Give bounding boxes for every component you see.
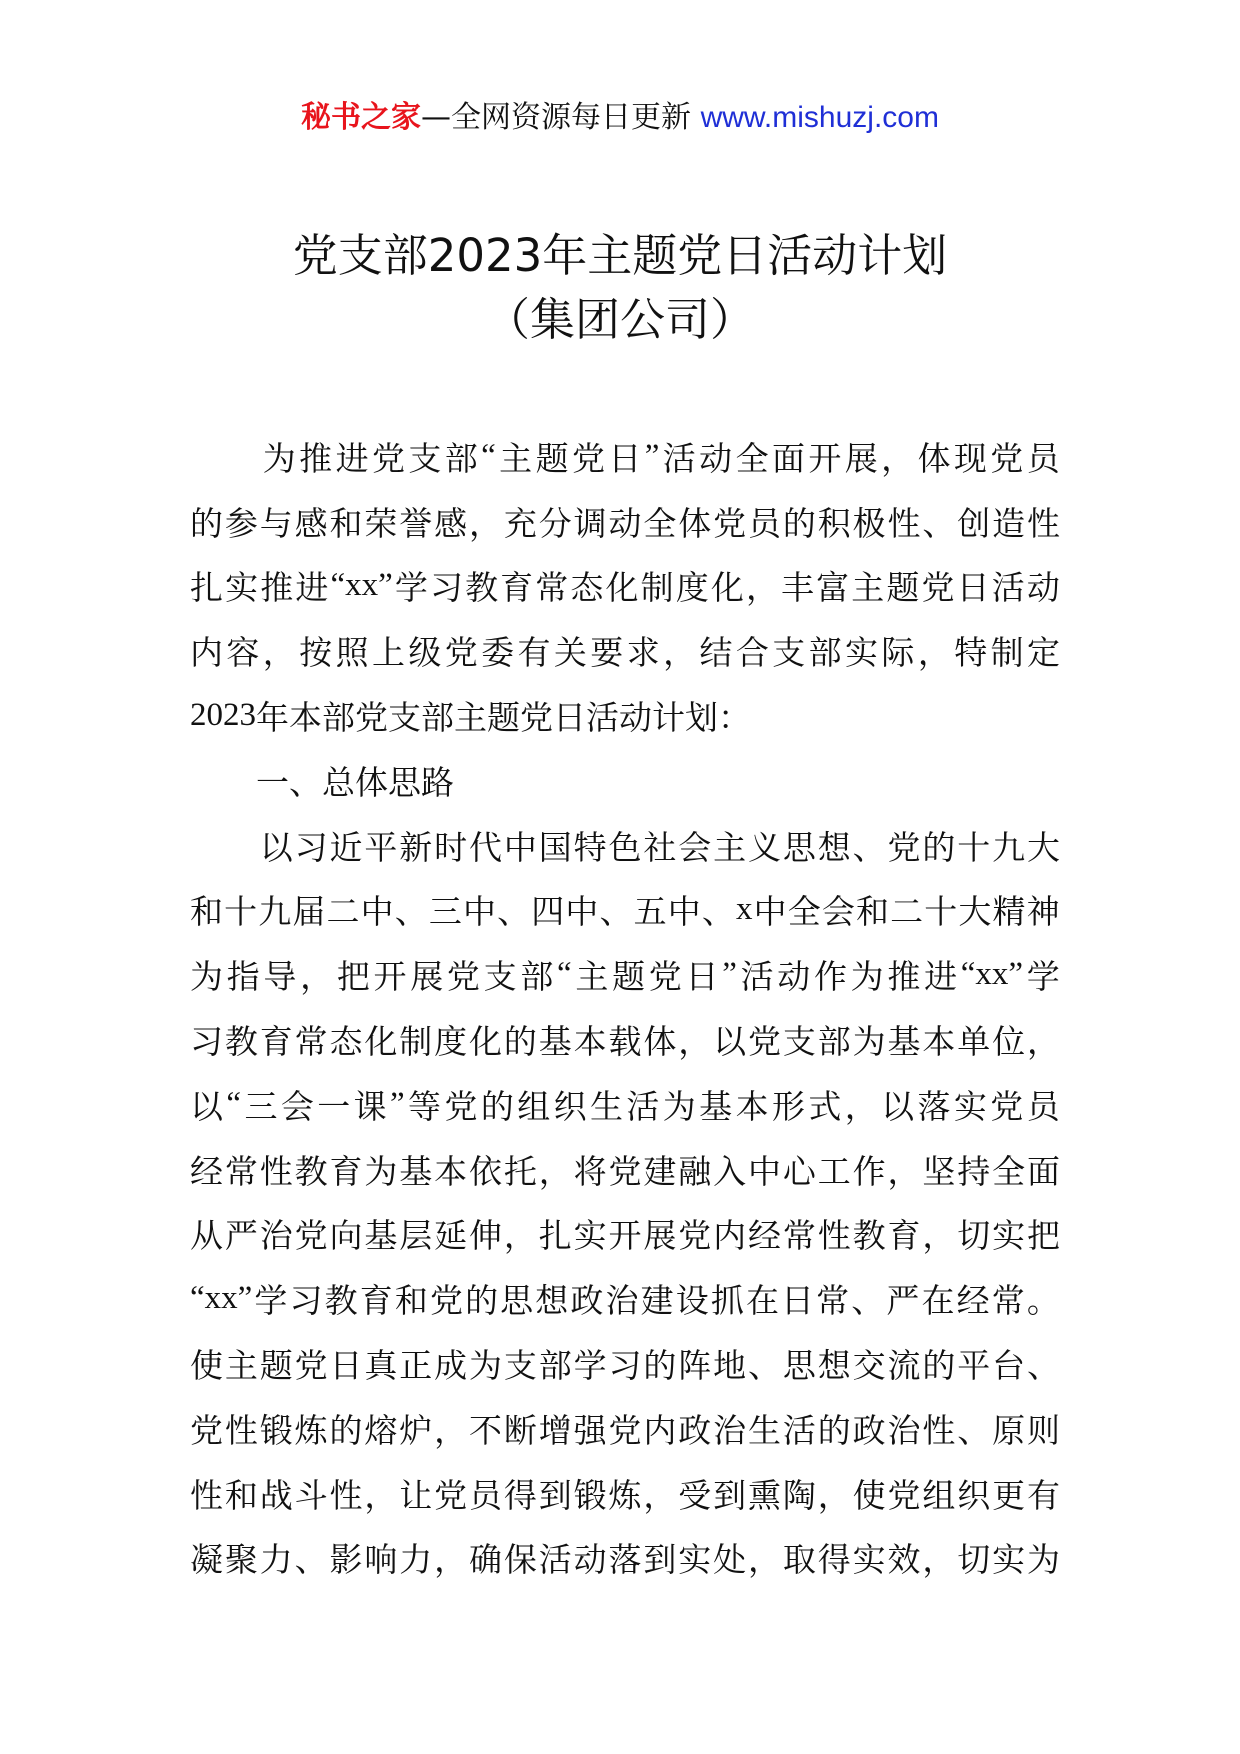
body-line: 凝 聚 力 、 影 响 力 ， 确 保 活 动 落 到 实 处 ， 取 得 实 效 ， 切 实 为 [190, 1540, 1060, 1580]
body-line: “xx” 学 习 教 育 和 党 的 思 想 政 治 建 设 抓 在 日 常 、 严 在 经 常 。 [190, 1280, 1060, 1321]
body-line: 为 指 导 ， 把 开 展 党 支 部 “ 主 题 党 日 ” 活 动 作 为 推 进 “xx” 学 [190, 956, 1060, 997]
body-line: 扎 实 推 进 “xx” 学 习 教 育 常 态 化 制 度 化 ， 丰 富 主 题 党 日 活 动 [190, 567, 1060, 608]
body-line: 性 和 战 斗 性 ， 让 党 员 得 到 锻 炼 ， 受 到 熏 陶 ， 使 党 组 织 更 有 [190, 1475, 1060, 1515]
website-link[interactable]: www.mishuzj.com [700, 101, 939, 134]
body-line: 以 习 近 平 新 时 代 中 国 特 色 社 会 主 义 思 想 、 党 的 十 九 大 [259, 827, 1060, 867]
body-line: 2023 年 本 部 党 支 部 主 题 党 日 活 动 计 划 ： [190, 697, 751, 738]
body-line: 党 性 锻 炼 的 熔 炉 ， 不 断 增 强 党 内 政 治 生 活 的 政 治 性 、 原 则 [190, 1410, 1060, 1450]
body-line: 使 主 题 党 日 真 正 成 为 支 部 学 习 的 阵 地 、 思 想 交 流 的 平 台 、 [190, 1346, 1060, 1386]
body-line: 和 十 九 届 二 中 、 三 中 、 四 中 、 五 中 、 x 中 全 会 和 二 十 大 精 神 [190, 891, 1060, 932]
body-line: 经 常 性 教 育 为 基 本 依 托 ， 将 党 建 融 入 中 心 工 作 ， 坚 持 全 面 [190, 1151, 1060, 1191]
body-line: 的 参 与 感 和 荣 誉 感 ， 充 分 调 动 全 体 党 员 的 积 极 性 、 创 造 性 [190, 503, 1060, 543]
body-line: 从 严 治 党 向 基 层 延 伸 ， 扎 实 开 展 党 内 经 常 性 教 育 ， 切 实 把 [190, 1216, 1060, 1256]
header-tagline: —全网资源每日更新 [421, 100, 692, 135]
body-line: 习 教 育 常 态 化 制 度 化 的 基 本 载 体 ， 以 党 支 部 为 基 本 单 位 ， [190, 1022, 1060, 1062]
brand-name: 秘书之家 [301, 100, 422, 135]
body-line: 一 、 总 体 思 路 [256, 762, 454, 802]
body-line: 内 容 ， 按 照 上 级 党 委 有 关 要 求 ， 结 合 支 部 实 际 ， 特 制 定 [190, 633, 1060, 673]
document-subtitle: （集团公司） [484, 293, 755, 346]
body-line: 以 “ 三 会 一 课 ” 等 党 的 组 织 生 活 为 基 本 形 式 ， 以 落 实 党 员 [190, 1085, 1060, 1126]
document-title: 党支部2023年主题党日活动计划 [292, 229, 948, 282]
body-line: 为 推 进 党 支 部 “ 主 题 党 日 ” 活 动 全 面 开 展 ， 体 现 党 员 [262, 437, 1060, 478]
document-body [190, 424, 1060, 1590]
page-header [0, 98, 1240, 138]
